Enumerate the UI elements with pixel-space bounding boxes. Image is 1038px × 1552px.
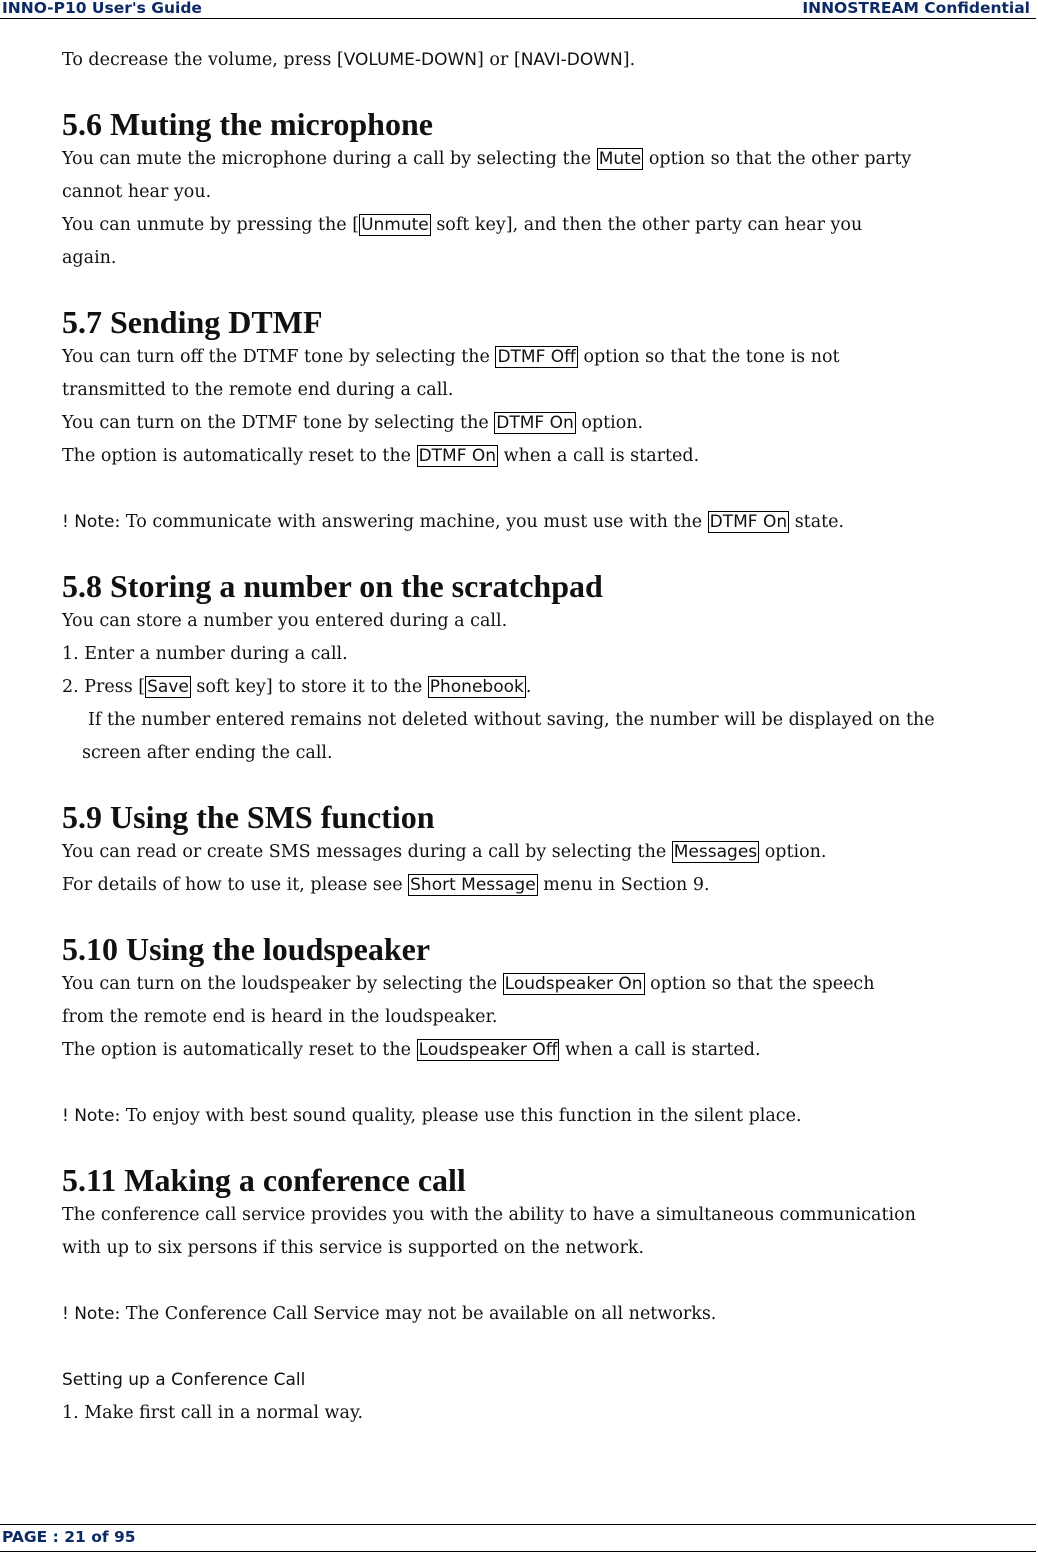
navi-down-key: NAVI-DOWN [520, 50, 623, 70]
header-left: INNO-P10 User's Guide [2, 0, 202, 17]
paragraph: You can unmute by pressing the [ Unmute soft key], and then the other party can hear you [62, 215, 863, 235]
section-5-10-title: 5.10 Using the loudspeaker [62, 931, 431, 967]
intro-line: To decrease the volume, press [VOLUME-DOWN] or [NAVI-DOWN]. [62, 50, 636, 70]
paragraph: The conference call service provides you with the ability to have a simultaneous communication [62, 1205, 916, 1225]
list-item: 1. Make first call in a normal way. [62, 1403, 364, 1423]
paragraph: For details of how to use it, please see Short Message menu in Section 9. [62, 875, 710, 895]
unmute-key: Unmute [361, 215, 429, 235]
paragraph: The option is automatically reset to the DTMF On when a call is started. [62, 446, 700, 466]
loudspeaker-off-option: Loudspeaker Off [418, 1040, 558, 1060]
note-label: ! Note [62, 1106, 115, 1126]
page-number: PAGE : 21 of 95 [2, 1528, 136, 1546]
volume-down-key: VOLUME-DOWN [343, 50, 478, 70]
paragraph: If the number entered remains not deleted without saving, the number will be displayed on the [88, 710, 935, 730]
paragraph: You can read or create SMS messages during a call by selecting the Messages option. [62, 842, 827, 862]
paragraph: with up to six persons if this service is supported on the network. [62, 1238, 645, 1258]
note-label: ! Note [62, 512, 115, 532]
header-right: INNOSTREAM Confidential [802, 0, 1030, 17]
list-item: 2. Press [ Save soft key] to store it to the Phonebook . [62, 677, 532, 697]
loudspeaker-on-option: Loudspeaker On [504, 974, 643, 994]
section-5-7-title: 5.7 Sending DTMF [62, 304, 323, 340]
note: ! Note: To enjoy with best sound quality, please use this function in the silent place. [62, 1106, 802, 1126]
paragraph: You can turn on the DTMF tone by selecting the DTMF On option. [62, 413, 644, 433]
short-message-menu: Short Message [410, 875, 536, 895]
note: ! Note: To communicate with answering machine, you must use with the DTMF On state. [62, 512, 845, 532]
subheading: Setting up a Conference Call [62, 1370, 306, 1390]
phonebook-menu: Phonebook [429, 677, 524, 697]
dtmf-on-option: DTMF On [418, 446, 497, 466]
paragraph: You can turn off the DTMF tone by selecting the DTMF Off option so that the tone is not [62, 347, 840, 367]
paragraph: again. [62, 248, 117, 268]
messages-option: Messages [673, 842, 758, 862]
page-footer [0, 1524, 1036, 1552]
note-label: ! Note [62, 1304, 115, 1324]
note: ! Note: The Conference Call Service may not be available on all networks. [62, 1304, 717, 1324]
dtmf-off-option: DTMF Off [497, 347, 576, 367]
dtmf-on-option: DTMF On [709, 512, 788, 532]
paragraph: from the remote end is heard in the loudspeaker. [62, 1007, 498, 1027]
paragraph: transmitted to the remote end during a call. [62, 380, 454, 400]
paragraph: You can store a number you entered during a call. [62, 611, 508, 631]
section-5-8-title: 5.8 Storing a number on the scratchpad [62, 568, 603, 604]
dtmf-on-option: DTMF On [496, 413, 574, 433]
section-5-6-title: 5.6 Muting the microphone [62, 106, 433, 142]
paragraph: You can mute the microphone during a call by selecting the Mute option so that the other party [62, 149, 912, 169]
paragraph: screen after ending the call. [82, 743, 333, 763]
list-item: 1. Enter a number during a call. [62, 644, 348, 664]
section-5-9-title: 5.9 Using the SMS function [62, 799, 435, 835]
document-body [62, 44, 1032, 1430]
page-header [0, 0, 1036, 19]
section-5-11-title: 5.11 Making a conference call [62, 1162, 466, 1198]
mute-option: Mute [598, 149, 642, 169]
paragraph: cannot hear you. [62, 182, 212, 202]
paragraph: You can turn on the loudspeaker by selecting the Loudspeaker On option so that the speech [62, 974, 875, 994]
save-key: Save [147, 677, 189, 697]
paragraph: The option is automatically reset to the Loudspeaker Off when a call is started. [62, 1040, 761, 1060]
